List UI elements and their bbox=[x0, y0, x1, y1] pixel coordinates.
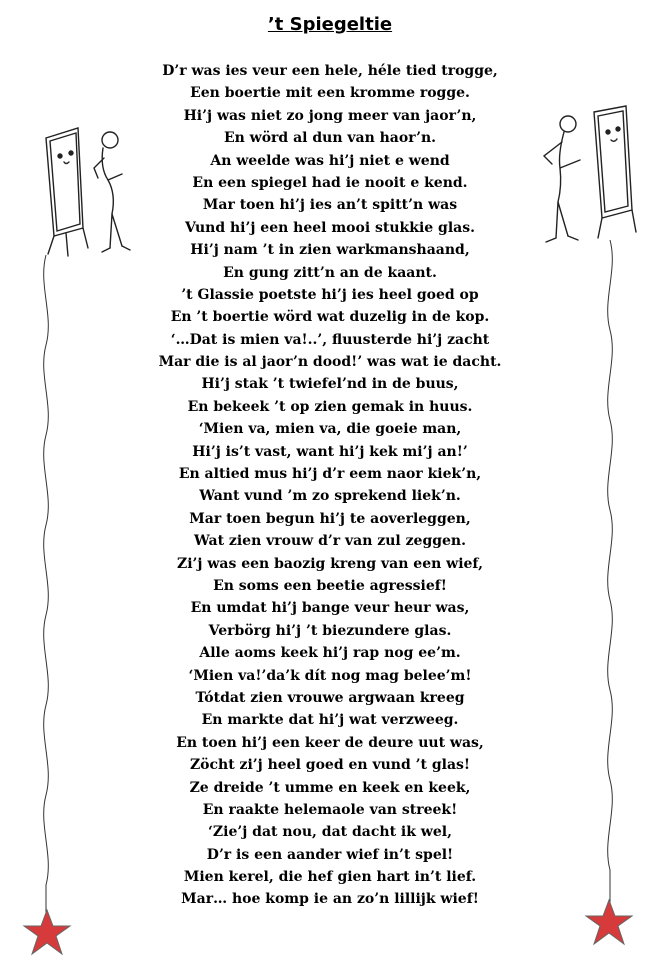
poem-line: ’t Glassie poetste hi’j ies heel goed op bbox=[181, 286, 479, 303]
poem-line: Mien kerel, die hef gien hart in’t lief. bbox=[183, 869, 477, 886]
poem-line: Wat zien vrouw d’r van zul zeggen. bbox=[194, 533, 466, 550]
poem-line: Mar toen hi’j ies an’t spitt’n was bbox=[202, 197, 458, 214]
poem-line: Mar… hoe komp ie an zo’n lillijk wief! bbox=[181, 891, 479, 908]
poem-line: Hi’j was niet zo jong meer van jaor’n, bbox=[183, 107, 477, 124]
poem-line: Ze dreide ’t umme en keek en keek, bbox=[189, 779, 471, 796]
poem-line: An weelde was hi’j niet e wend bbox=[210, 152, 450, 169]
poem-line: Mar toen begun hi’j te aoverleggen, bbox=[189, 510, 471, 527]
poem-line: Hi’j nam ’t in zien warkmanshaand, bbox=[190, 242, 470, 259]
poem-line: Verbörg hi’j ’t biezundere glas. bbox=[208, 622, 452, 639]
poem-line: Een boertie mit een kromme rogge. bbox=[190, 85, 470, 102]
left-mirror-illustration bbox=[38, 118, 138, 263]
poem-line: En gung zitt’n an de kaant. bbox=[223, 264, 437, 281]
poem-title: ’t Spiegeltie bbox=[267, 14, 393, 35]
poem-line: En wörd al dun van haor’n. bbox=[223, 130, 437, 147]
poem-line: ‘…Dat is mien va!..’, fluusterde hi’j zacht bbox=[170, 331, 490, 348]
poem-line: ‘Zie’j dat nou, dat dacht ik wel, bbox=[208, 824, 452, 841]
poem-line: Alle aoms keek hi’j rap nog ee’m. bbox=[199, 645, 461, 662]
right-decorative-line bbox=[596, 240, 626, 910]
poem-line: En umdat hi’j bange veur heur was, bbox=[190, 600, 470, 617]
poem-line: Zöcht zi’j heel goed en vund ’t glas! bbox=[189, 757, 471, 774]
poem-line: En bekeek ’t op zien gemak in huus. bbox=[187, 398, 473, 415]
poem-line: Hi’j stak ’t twiefel’nd in de buus, bbox=[201, 376, 459, 393]
left-decorative-line bbox=[34, 255, 64, 915]
poem-line: En raakte helemaole van streek! bbox=[202, 801, 458, 818]
poem-line: ‘Mien va, mien va, die goeie man, bbox=[198, 421, 462, 438]
poem-line: D’r was ies veur een hele, héle tied trogge, bbox=[162, 63, 498, 79]
right-mirror-illustration bbox=[532, 98, 642, 248]
right-star-icon bbox=[584, 898, 634, 946]
poem-text bbox=[100, 60, 560, 911]
poem-line: En toen hi’j een keer de deure uut was, bbox=[176, 734, 484, 751]
poem-line: Tótdat zien vrouwe argwaan kreeg bbox=[195, 689, 465, 706]
poem-line: En soms een beetie agressief! bbox=[213, 577, 447, 594]
poem-line: Zi’j was een baozig kreng van een wief, bbox=[176, 555, 484, 572]
poem-line: En een spiegel had ie nooit e kend. bbox=[192, 174, 468, 191]
poem-line: En markte dat hi’j wat verzweeg. bbox=[201, 712, 459, 729]
poem-line: Hi’j is’t vast, want hi’j kek mi’j an!’ bbox=[192, 443, 468, 460]
poem-line: Mar die is al jaor’n dood!’ was wat ie dacht. bbox=[158, 354, 502, 371]
poem-line: Want vund ’m zo sprekend liek’n. bbox=[199, 488, 461, 505]
poem-line: Vund hi’j een heel mooi stukkie glas. bbox=[185, 219, 475, 236]
poem-line: En altied mus hi’j d’r eem naor kiek’n, bbox=[178, 466, 482, 483]
poem-line: D’r is een aander wief in’t spel! bbox=[206, 846, 454, 863]
left-star-icon bbox=[22, 908, 72, 956]
poem-line: ‘Mien va!’da’k dít nog mag belee’m! bbox=[188, 667, 472, 684]
poem-line: En ’t boertie wörd wat duzelig in de kop. bbox=[170, 309, 490, 326]
